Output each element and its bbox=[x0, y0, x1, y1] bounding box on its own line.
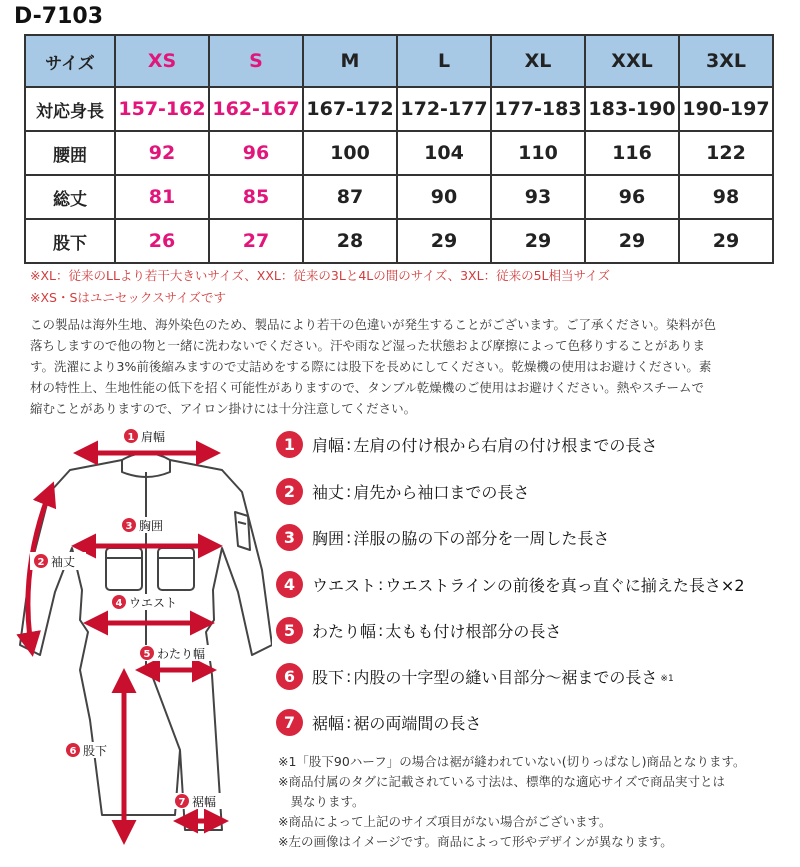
list-item bbox=[276, 521, 609, 553]
separator: : bbox=[346, 527, 352, 547]
table-row bbox=[25, 175, 773, 219]
separator: : bbox=[346, 712, 352, 732]
number-badge: 3 bbox=[276, 524, 303, 551]
table-cell: 29 bbox=[585, 219, 679, 263]
measure-desc: 洋服の脇の下の部分を一周した長さ bbox=[353, 528, 610, 548]
table-cell: 96 bbox=[209, 131, 303, 175]
diagram-labels bbox=[30, 428, 230, 809]
svg-text:肩幅: 肩幅 bbox=[141, 430, 166, 444]
list-item bbox=[276, 475, 529, 507]
table-row bbox=[25, 131, 773, 175]
separator: : bbox=[378, 620, 384, 640]
notice-line: この製品は海外生地、海外染色のため、製品により若干の色違いが発生することがございます。ご了承ください。染料が色 bbox=[30, 317, 717, 332]
table-cell: 190-197 bbox=[679, 87, 773, 131]
svg-text:5: 5 bbox=[143, 649, 151, 660]
coverall-outline bbox=[20, 453, 272, 830]
table-cell: 26 bbox=[115, 219, 209, 263]
table-row bbox=[25, 219, 773, 263]
svg-text:裾幅: 裾幅 bbox=[192, 795, 217, 809]
notice-line: 材の特性上、生地性能の低下を招く可能性がありますので、タンブル乾燥機のご使用はお避けください。熱やスチームで bbox=[30, 380, 705, 395]
table-cell: 162-167 bbox=[209, 87, 303, 131]
notice-line: 落ちしますので他の物と一緒に洗わないでください。汗や雨など湿った状態および摩擦によって色移りすることがありま bbox=[30, 338, 706, 353]
size-header-row bbox=[25, 35, 773, 87]
measure-label: ウエスト bbox=[312, 575, 377, 595]
measure-label: わたり幅 bbox=[312, 621, 377, 641]
label-waist bbox=[108, 594, 192, 610]
number-badge: 4 bbox=[276, 571, 303, 598]
list-item bbox=[276, 660, 674, 692]
header-cell-xs: XS bbox=[115, 35, 209, 87]
header-cell-l: L bbox=[397, 35, 491, 87]
table-cell: 116 bbox=[585, 131, 679, 175]
row-label-height: 対応身長 bbox=[25, 87, 115, 131]
header-cell-xl: XL bbox=[491, 35, 585, 87]
coverall-diagram bbox=[10, 420, 272, 860]
table-cell: 122 bbox=[679, 131, 773, 175]
measure-desc: 肩先から袖口までの長さ bbox=[353, 482, 530, 502]
measure-desc: ウエストラインの前後を真っ直ぐに揃えた長さ×2 bbox=[385, 575, 745, 595]
size-note-2: ※XS・Sはユニセックスサイズです bbox=[30, 290, 227, 305]
footnote: ※左の画像はイメージです。商品によって形やデザインが異なります。 bbox=[278, 834, 673, 849]
header-cell-m: M bbox=[303, 35, 397, 87]
label-hem bbox=[170, 793, 230, 809]
svg-text:わたり幅: わたり幅 bbox=[157, 647, 206, 661]
table-cell: 172-177 bbox=[397, 87, 491, 131]
svg-text:胸囲: 胸囲 bbox=[139, 519, 164, 533]
table-cell: 29 bbox=[679, 219, 773, 263]
table-cell: 29 bbox=[397, 219, 491, 263]
measure-label: 股下 bbox=[312, 667, 345, 687]
table-cell: 87 bbox=[303, 175, 397, 219]
svg-text:袖丈: 袖丈 bbox=[51, 555, 76, 569]
label-inseam bbox=[62, 742, 118, 758]
table-cell: 167-172 bbox=[303, 87, 397, 131]
footnote: 異なります。 bbox=[278, 794, 365, 809]
list-item bbox=[276, 614, 561, 646]
label-chest bbox=[118, 517, 174, 533]
footnote: ※商品付属のタグに記載されている寸法は、標準的な適応サイズで商品実寸とは bbox=[278, 774, 725, 789]
table-cell: 104 bbox=[397, 131, 491, 175]
footnote-ref: ※1 bbox=[660, 674, 674, 684]
size-table bbox=[24, 34, 774, 264]
number-badge: 5 bbox=[276, 617, 303, 644]
measure-desc: 左肩の付け根から右肩の付け根までの長さ bbox=[353, 435, 658, 455]
product-code: D-7103 bbox=[14, 4, 104, 29]
measure-desc: 裾の両端間の長さ bbox=[353, 713, 482, 733]
row-label-total-length: 総丈 bbox=[25, 175, 115, 219]
table-cell: 157-162 bbox=[115, 87, 209, 131]
table-row bbox=[25, 87, 773, 131]
table-cell: 85 bbox=[209, 175, 303, 219]
table-cell: 98 bbox=[679, 175, 773, 219]
table-cell: 93 bbox=[491, 175, 585, 219]
measure-label: 肩幅 bbox=[312, 435, 345, 455]
table-cell: 90 bbox=[397, 175, 491, 219]
number-badge: 1 bbox=[276, 431, 303, 458]
list-item bbox=[276, 568, 745, 600]
svg-text:ウエスト: ウエスト bbox=[129, 596, 178, 610]
svg-text:3: 3 bbox=[125, 521, 133, 532]
label-thigh bbox=[136, 645, 220, 661]
separator: : bbox=[346, 481, 352, 501]
table-cell: 100 bbox=[303, 131, 397, 175]
header-cell-s: S bbox=[209, 35, 303, 87]
row-label-inseam: 股下 bbox=[25, 219, 115, 263]
svg-text:股下: 股下 bbox=[83, 744, 108, 758]
header-cell-xxl: XXL bbox=[585, 35, 679, 87]
table-cell: 177-183 bbox=[491, 87, 585, 131]
label-shoulder bbox=[118, 428, 174, 444]
table-cell: 96 bbox=[585, 175, 679, 219]
row-label-hip: 腰囲 bbox=[25, 131, 115, 175]
list-item bbox=[276, 428, 657, 460]
footnote: ※1「股下90ハーフ」の場合は裾が縫われていない(切りっぱなし)商品となります。 bbox=[278, 754, 746, 769]
svg-text:1: 1 bbox=[127, 432, 135, 443]
table-cell: 28 bbox=[303, 219, 397, 263]
measure-desc: 太もも付け根部分の長さ bbox=[385, 621, 562, 641]
header-cell-3xl: 3XL bbox=[679, 35, 773, 87]
svg-text:2: 2 bbox=[37, 557, 45, 568]
separator: : bbox=[346, 666, 352, 686]
svg-text:4: 4 bbox=[115, 598, 123, 609]
separator: : bbox=[378, 574, 384, 594]
header-cell-label: サイズ bbox=[25, 35, 115, 87]
label-sleeve bbox=[30, 552, 86, 570]
measure-desc: 内股の十字型の縫い目部分～裾までの長さ bbox=[353, 667, 658, 687]
table-cell: 183-190 bbox=[585, 87, 679, 131]
svg-text:7: 7 bbox=[178, 797, 186, 808]
footnote: ※商品によって上記のサイズ項目がない場合がございます。 bbox=[278, 814, 612, 829]
separator: : bbox=[346, 434, 352, 454]
table-cell: 92 bbox=[115, 131, 209, 175]
measure-label: 袖丈 bbox=[312, 482, 345, 502]
measure-label: 胸囲 bbox=[312, 528, 345, 548]
notice-line: す。洗濯により3%前後縮みますので丈詰めをする際には股下を長めにしてください。乾燥機の使用はお避けください。素 bbox=[30, 359, 712, 374]
measure-label: 裾幅 bbox=[312, 713, 345, 733]
table-cell: 29 bbox=[491, 219, 585, 263]
notice-line: 縮むことがありますので、アイロン掛けには十分注意してください。 bbox=[30, 401, 417, 416]
number-badge: 7 bbox=[276, 709, 303, 736]
size-note-1: ※XL：従来のLLより若干大きいサイズ、XXL：従来の3Lと4Lの間のサイズ、3XL：従来の5L相当サイズ bbox=[30, 268, 611, 283]
table-cell: 110 bbox=[491, 131, 585, 175]
number-badge: 6 bbox=[276, 663, 303, 690]
table-cell: 81 bbox=[115, 175, 209, 219]
number-badge: 2 bbox=[276, 478, 303, 505]
table-cell: 27 bbox=[209, 219, 303, 263]
care-notice bbox=[30, 314, 780, 419]
list-item bbox=[276, 706, 481, 738]
svg-text:6: 6 bbox=[69, 746, 77, 757]
